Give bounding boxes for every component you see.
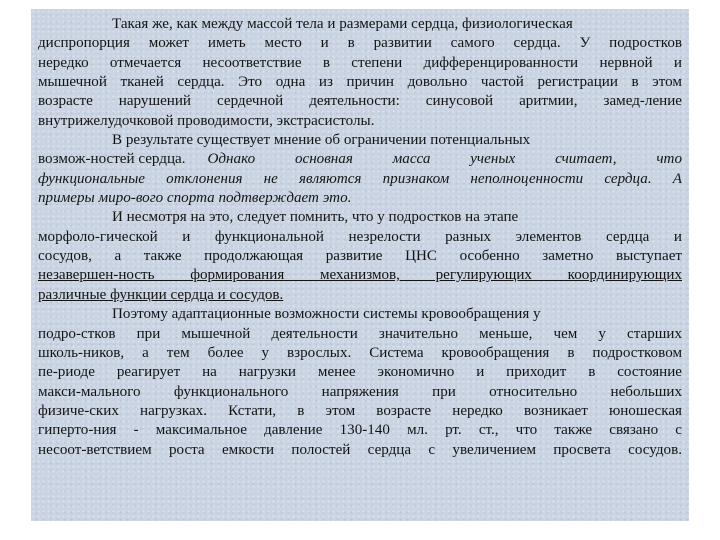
italic-line: функциональные отклонения не являются признаком неполноценности сердца. А (38, 170, 682, 187)
text-line: возрасте нарушений сердечной деятельности: синусовой аритмии, замед-ление (38, 93, 682, 110)
text-fragment: возмож-ностей сердца. (38, 151, 186, 168)
text-panel (31, 9, 689, 521)
text-line: внутрижелудочковой проводимости, экстрасистолы. (38, 112, 375, 129)
text-line: диспропорция может иметь место и в развитии самого сердца. У подростков (38, 35, 682, 52)
underlined-line: незавершен-ность формирования механизмов, регулирующих координирующих (38, 267, 682, 284)
text-line: В результате существует мнение об ограничении потенциальных (112, 132, 531, 149)
underlined-line: различные функции сердца и сосудов. (38, 286, 284, 303)
italic-line: примеры миро-вого спорта подтверждает это. (38, 190, 352, 207)
text-line: мышечной тканей сердца. Это одна из причин довольно частой регистрации в этом (38, 74, 682, 91)
text-line: нередко отмечается несоответствие в степени дифференцированности нервной и (38, 54, 682, 71)
text-line: Такая же, как между массой тела и размерами сердца, физиологическая (112, 16, 573, 32)
text-line: физиче-ских нагрузках. Кстати, в этом возрасте нередко возникает юношеская (38, 402, 682, 419)
text-line-mixed (38, 150, 682, 169)
text-line: пе-риоде реагирует на нагрузки менее экономично и приходит в состояние (38, 364, 682, 381)
text-line: несоот-ветствием роста емкости полостей сердца с увеличением просвета сосудов. (38, 441, 682, 458)
text-line: макси-мального функционального напряжения при относительно небольших (38, 383, 682, 400)
text-line: подро-стков при мышечной деятельности значительно меньше, чем у старших (38, 325, 682, 342)
body-text (38, 15, 682, 460)
text-line: морфоло-гической и функциональной незрелости разных элементов сердца и (38, 228, 682, 245)
text-line: гиперто-ния - максимальное давление 130-140 мл. рт. ст., что также связано с (38, 422, 682, 439)
italic-fragment: Однако основная масса ученых считает, что (207, 151, 682, 168)
text-line: сосудов, а также продолжающая развитие ЦНС особенно заметно выступает (38, 248, 682, 265)
text-line: И несмотря на это, следует помнить, что у подростков на этапе (112, 209, 519, 226)
text-line: Поэтому адаптационные возможности системы кровообращения у (112, 306, 541, 323)
text-line: школь-ников, а тем более у взрослых. Система кровообращения в подростковом (38, 344, 682, 361)
